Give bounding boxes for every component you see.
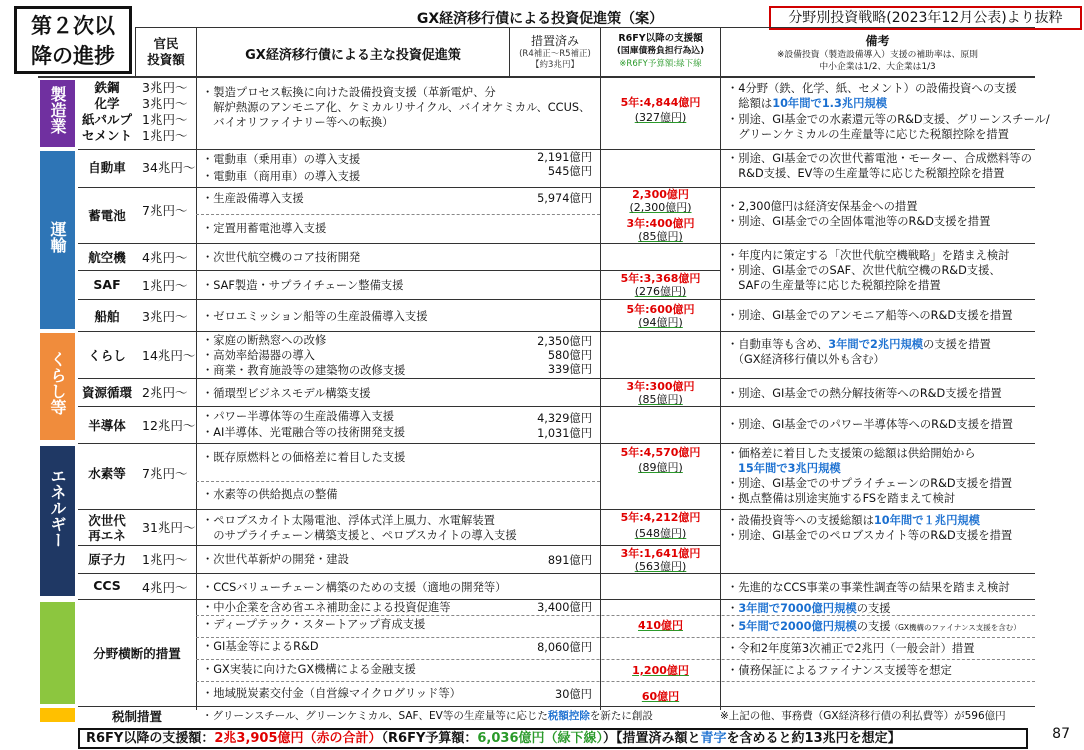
page-title: GX経済移行債による投資促進策（案） [416,11,664,27]
category-tax-block [40,708,75,722]
note-text: ・別途、GI基金でのアンモニア船等へのR&D支援を措置 [727,309,1013,322]
r6-budget: (276億円) [634,285,687,298]
header-done-total: 【約3兆円】 [531,60,579,70]
amount-aircraft: 4兆円～ [142,250,188,265]
header-done: 措置済み [530,34,579,48]
measure-text: ・家庭の断熱窓への改修 [202,334,327,347]
measure-text: ・既存原燃料との価格差に着目した支援 [202,451,406,464]
done-amount: 5,974億円 [537,192,592,205]
r6-amount: 2,300億円 [632,188,689,201]
note-text-part: の支援 [856,602,891,615]
footnote: ※上記の他、事務費（GX経済移行債の利払費等）が596億円 [720,710,1006,722]
category-energy-label: エネルギー [48,468,67,548]
note-highlight: 3年間で2兆円規模 [828,338,924,351]
row-divider [78,706,1035,707]
category-transport-label: 運輸 [48,221,67,253]
row-divider [78,243,1035,244]
category-cross-block [40,602,75,704]
amount-ccs: 4兆円～ [142,580,188,595]
note-text: ・別途、GI基金での次世代蓄電池・モーター、合成燃料等の [727,152,1032,165]
done-amount: 2,191億円 [537,151,592,164]
note-text: ・拠点整備は別途実施するFSを踏まえて検討 [727,492,956,505]
row-divider [78,599,1035,600]
measure-text: ・定置用蓄電池導入支援 [202,222,327,235]
col-divider [600,27,601,710]
note-text: ・債務保証によるファイナンス支援等を想定 [727,664,952,677]
done-amount: 3,400億円 [537,601,592,614]
done-amount: 339億円 [547,363,592,376]
r6-budget: (85億円) [638,230,683,243]
category-living [40,333,75,440]
header-done-range: (R4補正～R5補正) [519,49,591,59]
category-manufacturing [40,80,75,147]
amount-life: 14兆円～ [142,348,196,363]
sector-aircraft: 航空機 [88,250,126,265]
amount-saf: 1兆円～ [142,278,188,293]
summary-part: （R6FY予算額： [381,731,478,746]
measure-text-part: を新たに創設 [589,710,653,722]
done-amount: 2,350億円 [537,335,592,348]
r6-budget: (2,300億円) [629,201,692,214]
note-highlight: 3年間で7000億円規模 [738,602,857,615]
measure-text: ・電動車（商用車）の導入支援 [202,170,361,183]
measure-text: ・ペロブスカイト太陽電池、浮体式洋上風力、水電解装置 [202,514,495,527]
measure-text: ・SAF製造・サプライチェーン整備支援 [202,279,404,292]
sector-saf: SAF [93,277,121,292]
measure-text: ・パワー半導体等の生産設備導入支援 [202,410,395,423]
r6-amount: 5年:3,368億円 [620,272,701,285]
r6-amount: 3年:400億円 [626,217,695,230]
amount-battery: 7兆円～ [142,203,188,218]
r6-budget: (89億円) [638,461,683,474]
badge-line-2: 降の進捗 [31,44,115,68]
sector-semiconductor: 半導体 [88,418,126,433]
measure-text: ・水素等の供給拠点の整備 [202,488,338,501]
r6-budget: (548億円) [634,527,687,540]
r6-amount: 410億円 [638,619,683,632]
row-divider-thin [196,481,600,482]
category-transport [40,151,75,329]
measure-text: ・地域脱炭素交付金（自営線マイクログリッド等） [202,687,461,700]
header-notes-sub1: ※設備投資（製造設備導入）支援の補助率は、原則 [777,50,978,60]
sector-cement: セメント [81,128,132,143]
note-text [727,514,980,529]
measure-text: 解炉熱源のアンモニア化、ケミカルリサイクル、バイオケミカル、CCUS、 [202,101,591,114]
note-text-small: （GX機構のファイナンス支援を含む） [890,623,1021,632]
table-top-border [135,27,1035,28]
note-text: ・令和2年度第3次補正で2兆円（一般会計）措置 [727,642,975,655]
summary-green-total: 6,036億円（緑下線） [477,731,604,746]
note-text: SAFの生産量等に応じた税額控除を措置 [727,279,941,292]
note-highlight: 10年間で１兆円規模 [873,514,980,527]
measure-text: ・ゼロエミッション船等の生産設備導入支援 [202,310,428,323]
amount-paper: 1兆円～ [142,112,188,127]
note-text: ・別途、GI基金での全固体電池等のR&D支援を措置 [727,215,991,228]
note-text: （GX経済移行債以外も含む） [727,353,885,366]
badge-line-1: 第２次以 [31,14,115,38]
r6-budget: (563億円) [634,560,687,573]
r6-budget: (327億円) [634,111,687,124]
note-text: ・4分野（鉄、化学、紙、セメント）の設備投資への支援 [727,82,1017,95]
measure-text: ・電動車（乗用車）の導入支援 [202,153,361,166]
header-r6-budget: ※R6FY予算額:緑下線 [619,59,702,69]
r6-amount: 5年:600億円 [626,303,695,316]
header-bottom-border [38,76,1035,78]
sector-tax: 税制措置 [111,709,162,724]
amount-ship: 3兆円～ [142,309,188,324]
row-divider-thin [196,637,1035,638]
row-divider [78,545,720,546]
col-divider [720,27,721,710]
amount-auto: 34兆円～ [142,160,196,175]
row-divider [78,187,1035,188]
header-notes-sub2: 中小企業は1/2、大企業は1/3 [819,62,936,72]
summary-blue: 青字 [700,731,727,746]
summary-part: を含めると約13兆円を想定】 [726,731,901,746]
row-divider [78,270,720,271]
note-text-part: の支援を措置 [923,338,991,351]
amount-semiconductor: 12兆円～ [142,418,196,433]
summary-banner [78,728,1028,749]
r6-amount: 3年:1,641億円 [620,547,701,560]
note-text: ・別途、GI基金でのペロブスカイト等のR&D支援を措置 [727,529,1013,542]
sector-paper: 紙パルプ [81,112,132,127]
note-highlight: 15年間で3兆円規模 [738,462,841,475]
sector-chemical: 化学 [94,96,120,111]
note-text [727,97,887,112]
note-text-part: の支援 [856,620,891,633]
category-manufacturing-label: 製造業 [48,86,67,134]
note-text-part: ・ [727,602,739,615]
progress-badge [14,6,132,74]
r6-amount: 5年:4,212億円 [620,511,701,524]
sector-nuclear: 原子力 [88,552,126,567]
note-text: ・価格差に着目した支援策の総額は供給開始から [727,447,976,460]
row-divider [78,299,1035,300]
summary-red-total: 2兆3,905億円（赤の合計） [214,731,382,746]
amount-steel: 3兆円～ [142,80,188,95]
row-divider [78,509,1035,510]
note-text [727,602,891,617]
sector-ship: 船舶 [94,309,120,324]
amount-renewables: 31兆円～ [142,520,196,535]
row-divider [78,443,1035,444]
r6-budget: (94億円) [638,316,683,329]
header-notes: 備考 [865,34,890,48]
header-measures: GX経済移行債による主な投資促進策 [245,48,461,63]
sector-auto: 自動車 [88,160,126,175]
r6-amount: 5年:4,570億円 [620,446,701,459]
measure-text [202,709,653,724]
measure-text: ・AI半導体、光電融合等の技術開発支援 [202,426,406,439]
r6-budget: (85億円) [638,393,683,406]
done-amount: 580億円 [547,349,592,362]
note-text: ・別途、GI基金でのSAF、次世代航空機のR&D支援、 [727,264,1001,277]
measure-text: のサプライチェーン構築支援と、ペロブスカイトの導入支援 [202,529,517,542]
done-amount: 1,031億円 [537,427,592,440]
note-text: ・別途、GI基金での熱分解技術等へのR&D支援を措置 [727,387,1002,400]
row-divider [78,573,1035,574]
done-amount: 8,060億円 [537,641,592,654]
category-energy [40,446,75,596]
page-number: 87 [1052,726,1070,742]
measure-highlight: 税額控除 [547,710,590,722]
note-text: R&D支援、EV等の生産量等に応じた税額控除を措置 [727,167,1005,180]
r6-amount: 1,200億円 [632,664,689,677]
row-divider [78,406,1035,407]
amount-hydrogen: 7兆円～ [142,466,188,481]
done-amount: 545億円 [547,165,592,178]
category-living-label: くらし等 [48,351,67,415]
measure-text: ・GI基金等によるR&D [202,640,319,653]
measure-text: ・製造プロセス転換に向けた設備投資支援（革新電炉、分 [202,86,496,99]
measure-text: ・GX実装に向けたGX機構による金融支援 [202,663,416,676]
measure-text: ・高効率給湯器の導入 [202,349,315,362]
note-text-part: ・ [727,620,739,633]
summary-part: ）【措置済み額と [603,731,701,746]
header-amount: 官民 投資額 [147,36,185,67]
note-text: ・年度内に策定する「次世代航空機戦略」を踏まえ検討 [727,249,1010,262]
sector-battery: 蓄電池 [88,208,126,223]
sector-recycle: 資源循環 [81,385,132,400]
source-note: 分野別投資戦略(2023年12月公表)より抜粋 [769,6,1082,30]
note-text [727,338,991,353]
note-text: ・別途、GI基金でのパワー半導体等へのR&D支援を措置 [727,418,1013,431]
row-divider-thin [196,681,1035,682]
sector-renewables: 次世代 再エネ [88,513,126,543]
measure-text-part: ・グリーンスチール、グリーンケミカル、SAF、EV等の生産量等に応じた [202,710,548,722]
note-highlight: 5年間で2000億円規模 [738,620,857,633]
sector-hydrogen: 水素等 [88,466,126,481]
sector-ccs: CCS [93,578,121,593]
note-text: グリーンケミカルの生産量等に応じた税額控除を措置 [727,128,1009,141]
header-r6-sub: (国庫債務負担行為込) [616,46,705,56]
amount-nuclear: 1兆円～ [142,552,188,567]
note-text: ・2,300億円は経済安保基金への措置 [727,200,918,213]
row-divider-thin [196,659,1035,660]
amount-cement: 1兆円～ [142,128,188,143]
header-r6: R6FY以降の支援額 [618,33,703,44]
col-divider [135,27,136,77]
note-text: ・先進的なCCS事業の事業性調査等の結果を踏まえ検討 [727,581,1010,594]
r6-amount: 3年:300億円 [626,380,695,393]
r6-amount: 5年:4,844億円 [620,96,701,109]
note-text-part: 総額は [727,97,773,110]
measure-text: ・次世代革新炉の開発・建設 [202,553,349,566]
done-amount: 891億円 [547,554,592,567]
sector-steel: 鉄鋼 [94,80,120,95]
measure-text: ・CCSバリューチェーン構築のための支援（適地の開発等） [202,581,507,594]
note-highlight: 10年間で1.3兆円規模 [772,97,888,110]
note-text [727,620,1021,636]
amount-recycle: 2兆円～ [142,385,188,400]
measure-text: ・循環型ビジネスモデル構築支援 [202,387,371,400]
measure-text: ・ディープテック・スタートアップ育成支援 [202,618,426,631]
measure-text: バイオリファイナリー等への転換） [202,116,394,129]
note-text: ・別途、GI基金での水素還元等のR&D支援、グリーンスチール/ [727,113,1050,126]
amount-chemical: 3兆円～ [142,96,188,111]
row-divider [78,331,1035,332]
measure-text: ・商業・教育施設等の建築物の改修支援 [202,364,406,377]
done-amount: 30億円 [555,688,592,701]
done-amount: 4,329億円 [537,412,592,425]
measure-text: ・次世代航空機のコア技術開発 [202,251,361,264]
note-text-part: ・自動車等も含め、 [727,338,829,351]
sector-cross: 分野横断的措置 [93,646,181,661]
r6-amount: 60億円 [641,690,680,703]
measure-text: ・生産設備導入支援 [202,192,304,205]
row-divider-thin [196,214,600,215]
sector-life: くらし [88,348,126,363]
note-text: ・別途、GI基金でのサプライチェーンのR&D支援を措置 [727,477,1013,490]
row-divider [78,149,1035,150]
summary-part: R6FY以降の支援額： [86,731,215,746]
measure-text: ・中小企業を含め省エネ補助金による投資促進等 [202,601,451,614]
note-text-part: ・設備投資等への支援総額は [727,514,874,527]
col-divider [196,27,197,710]
